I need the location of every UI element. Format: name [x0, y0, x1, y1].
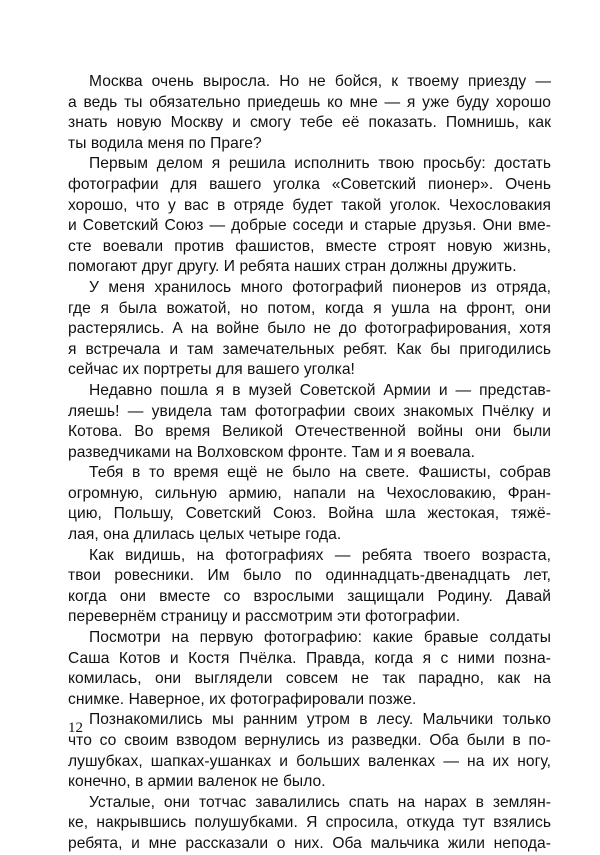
text-line: Тебя в то время ещё не было на свете. Фашисты, собрав: [89, 464, 551, 482]
paragraph-1: [68, 72, 551, 154]
text-line: Недавно пошла я в музей Советской Армии и — представ-: [89, 381, 551, 399]
text-line: и Советский Союз — добрые соседи и старые друзья. Они вме-: [68, 217, 551, 235]
text-line: что со своим взводом вернулись из разведки. Оба были в по-: [68, 732, 551, 749]
text-line: ке, накрывшись полушубками. Я спросила, откуда тут взялись: [68, 814, 551, 832]
body-text: [68, 72, 551, 855]
text-line: Котова. Во время Великой Отечественной войны они были: [68, 423, 551, 441]
text-line: огромную, сильную армию, напали на Чехословакию, Фран-: [68, 484, 551, 502]
text-line: когда они вместе со взрослыми защищали Родину. Давай: [68, 587, 551, 605]
text-line: цию, Польшу, Советский Союз. Война шла жестокая, тяжё-: [68, 505, 551, 523]
text-line: разведчиками на Волховском фронте. Там и я воевала.: [68, 443, 476, 461]
text-line: Познакомились мы ранним утром в лесу. Мальчики только: [89, 711, 551, 729]
text-line: а ведь ты обязательно приедешь ко мне — я уже буду хорошо: [68, 93, 551, 111]
paragraph-6: [68, 546, 551, 628]
paragraph-2: [68, 154, 551, 278]
text-line: комилась, они выглядели совсем не так парадно, как на: [68, 670, 551, 688]
text-line: помогают друг другу. И ребята наших стран должны дружить.: [68, 258, 517, 276]
text-line: твои ровесники. Им было по одиннадцать-двенадцать лет,: [68, 567, 551, 585]
text-line: Как видишь, на фотографиях — ребята твоего возраста,: [89, 546, 551, 564]
text-line: ты водила меня по Праге?: [68, 134, 262, 152]
text-line: Первым делом я решила исполнить твою просьбу: достать: [89, 155, 551, 173]
text-line: ляешь! — увидела там фотографии своих знакомых Пчёлку и: [68, 402, 551, 420]
paragraph-7: [68, 628, 551, 710]
text-line: Посмотри на первую фотографию: какие бравые солдаты: [89, 629, 551, 647]
paragraph-9: [68, 793, 551, 855]
text-line: У меня хранилось много фотографий пионеров из отряда,: [89, 278, 551, 296]
text-line: сейчас их портреты для вашего уголка!: [68, 361, 355, 379]
text-line: хорошо, что у вас в отряде будет такой уголок. Чехословакия: [68, 196, 551, 214]
text-line: растерялись. А на войне было не до фотографирования, хотя: [68, 320, 551, 338]
text-line: снимке. Наверное, их фотографировали позже.: [68, 690, 417, 708]
paragraph-8: [68, 710, 551, 792]
text-line: где я была вожатой, но потом, когда я ушла на фронт, они: [68, 299, 551, 317]
text-line: Усталые, они тотчас завалились спать на нарах в землян-: [89, 793, 551, 811]
text-line: фотографии для вашего уголка «Советский пионер». Очень: [68, 175, 551, 193]
text-line: лая, она длилась целых четыре года.: [68, 526, 342, 544]
paragraph-5: [68, 463, 551, 545]
text-line: знать новую Москву и смогу тебе её показать. Помнишь, как: [68, 114, 551, 132]
text-line: конечно, в армии валенок не было.: [68, 773, 326, 791]
text-line: ребята, и мне рассказали о них. Оба мальчика жили непода-: [68, 834, 551, 852]
paragraph-3: [68, 278, 551, 381]
text-line: лушубках, шапках-ушанках и больших валенках — на их ногу,: [68, 752, 551, 770]
text-line: Саша Котов и Костя Пчёлка. Правда, когда я с ними позна-: [68, 649, 551, 667]
page-number: 12: [68, 720, 83, 736]
text-line: сте воевали против фашистов, вместе строят новую жизнь,: [68, 237, 551, 255]
text-line: Москва очень выросла. Но не бойся, к твоему приезду —: [89, 73, 551, 90]
paragraph-4: [68, 381, 551, 463]
text-line: перевернём страницу и рассмотрим эти фотографии.: [68, 608, 461, 626]
text-line: я встречала и там замечательных ребят. Как бы пригодились: [68, 340, 551, 358]
